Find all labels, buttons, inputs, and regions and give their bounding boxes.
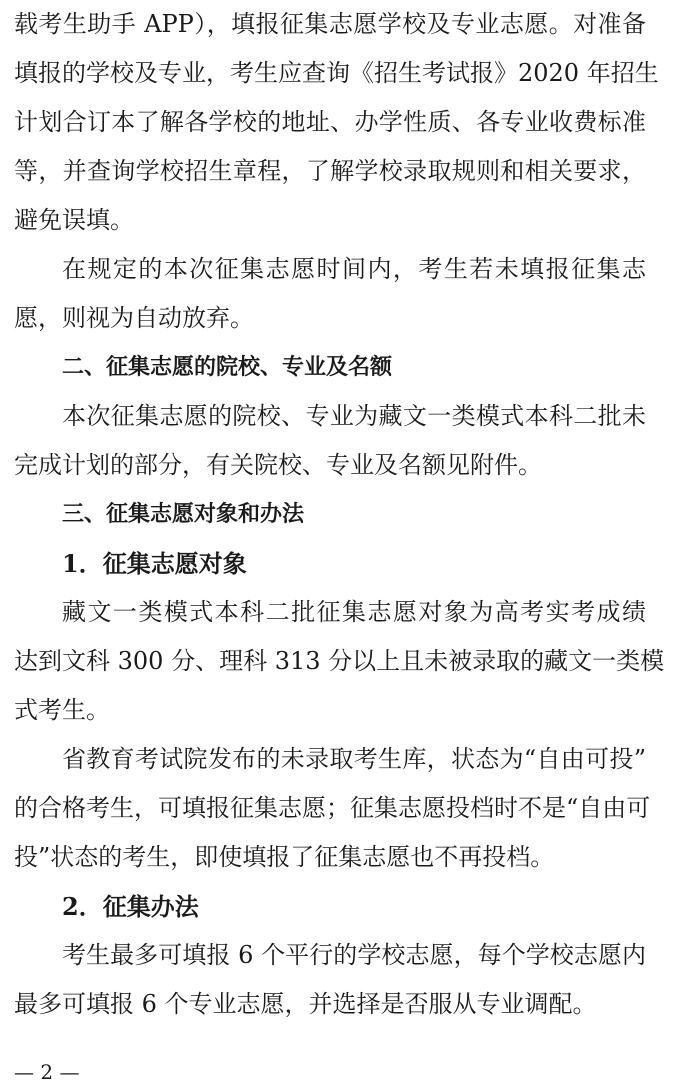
paragraph-line: 等，并查询学校招生章程，了解学校录取规则和相关要求， xyxy=(14,157,646,185)
paragraph-line: 达到文科 300 分、理科 313 分以上且未被录取的藏文一类模 xyxy=(14,647,665,675)
section-heading-2: 二、征集志愿的院校、专业及名额 xyxy=(62,355,393,380)
paragraph-line: 避免误填。 xyxy=(14,206,134,234)
paragraph-line: 藏文一类模式本科二批征集志愿对象为高考实考成绩 xyxy=(62,598,646,626)
section-heading-3: 三、征集志愿对象和办法 xyxy=(62,502,305,527)
paragraph-line: 式考生。 xyxy=(14,696,110,724)
paragraph-line: 载考生助手 APP），填报征集志愿学校及专业志愿。对准备 xyxy=(14,10,646,38)
paragraph-line: 在规定的本次征集志愿时间内，考生若未填报征集志 xyxy=(62,255,646,283)
page-number: — 2 — xyxy=(14,1060,80,1084)
paragraph-line: 省教育考试院发布的未录取考生库，状态为“自由可投” xyxy=(62,745,646,773)
paragraph-line: 投”状态的考生，即使填报了征集志愿也不再投档。 xyxy=(14,843,555,871)
paragraph-line: 最多可填报 6 个专业志愿，并选择是否服从专业调配。 xyxy=(14,990,597,1018)
paragraph-line: 填报的学校及专业，考生应查询《招生考试报》2020 年招生 xyxy=(14,59,659,87)
paragraph-line: 的合格考生，可填报征集志愿；征集志愿投档时不是“自由可 xyxy=(14,794,651,822)
paragraph-line: 本次征集志愿的院校、专业为藏文一类模式本科二批未 xyxy=(62,402,646,430)
paragraph-line: 愿，则视为自动放弃。 xyxy=(14,304,254,332)
paragraph-line: 计划合订本了解各学校的地址、办学性质、各专业收费标准 xyxy=(14,108,646,136)
paragraph-line: 考生最多可填报 6 个平行的学校志愿，每个学校志愿内 xyxy=(62,941,646,969)
paragraph-line: 完成计划的部分，有关院校、专业及名额见附件。 xyxy=(14,451,542,479)
subsection-heading-2: 2．征集办法 xyxy=(62,892,199,921)
subsection-heading-1: 1．征集志愿对象 xyxy=(62,549,247,578)
